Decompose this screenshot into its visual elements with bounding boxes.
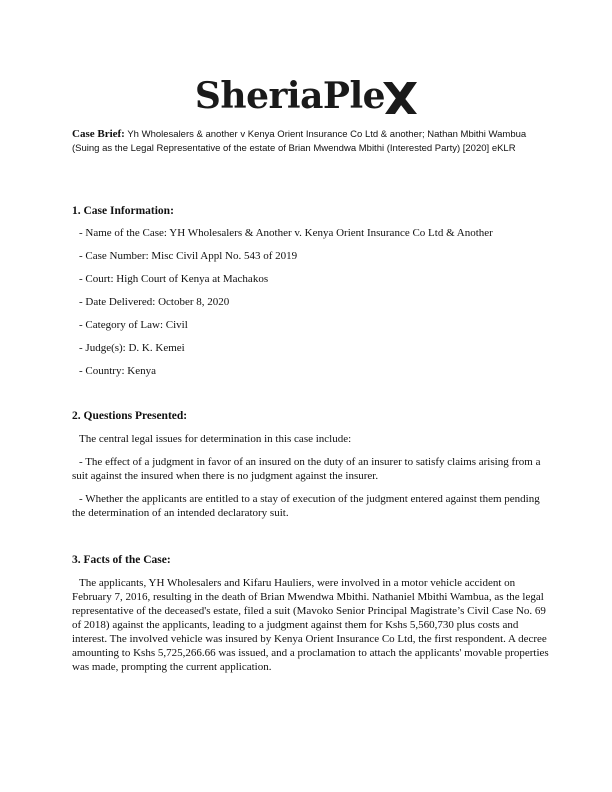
questions-intro: The central legal issues for determination in this case include:	[79, 433, 352, 445]
case-info-number: - Case Number: Misc Civil Appl No. 543 of 2019	[79, 250, 298, 262]
case-info-date: - Date Delivered: October 8, 2020	[79, 296, 230, 308]
section-title-case-information: 1. Case Information:	[72, 205, 174, 217]
facts-paragraph: The applicants, YH Wholesalers and Kifaru Hauliers, were involved in a motor vehicle accident on February 7, 2016, resulting in the death of Brian Mwendwa Mbithi. Nathaniel Mbithi Wambua, as the legal representative of the deceased's estate, filed a suit (Mavoko Senior Principal Magistrate’s Civil Case No. 69 of 2018) against the applicants, leading to a judgment against them for Kshs 5,560,730 plus costs and interest. The involved vehicle was insured by Kenya Orient Insurance Co Ltd, the first respondent. A decree amounting to Kshs 5,725,266.66 was issued, and a proclamation to attach the applicants' movable properties was made, prompting the current application.	[72, 577, 549, 673]
sheriaplex-logo	[0, 70, 612, 122]
logo-x-mark	[383, 78, 417, 118]
case-info-judges: - Judge(s): D. K. Kemei	[79, 342, 185, 354]
section-title-facts: 3. Facts of the Case:	[72, 554, 171, 566]
case-info-country: - Country: Kenya	[79, 365, 156, 377]
case-info-name: - Name of the Case: YH Wholesalers & Another v. Kenya Orient Insurance Co Ltd & Another	[79, 227, 493, 239]
case-brief-label: Case Brief:	[72, 128, 125, 140]
case-brief-text: Yh Wholesalers & another v Kenya Orient Insurance Co Ltd & another; Nathan Mbithi Wambua (Suing as the Legal Representative of the estate of Brian Mwendwa Mbithi (Interested Party) [2020] eKLR	[72, 129, 527, 154]
section-title-questions: 2. Questions Presented:	[72, 410, 188, 422]
question-item: - The effect of a judgment in favor of an insured on the duty of an insurer to satisfy claims arising from a suit against the insured when there is no judgment against the insurer.	[72, 456, 541, 482]
case-info-category: - Category of Law: Civil	[79, 319, 188, 331]
logo-text: SheriaPle	[194, 75, 386, 117]
question-item: - Whether the applicants are entitled to a stay of execution of the judgment entered against them pending the determination of an intended declaratory suit.	[72, 493, 540, 519]
case-brief	[72, 128, 552, 155]
case-info-court: - Court: High Court of Kenya at Machakos	[79, 273, 269, 285]
